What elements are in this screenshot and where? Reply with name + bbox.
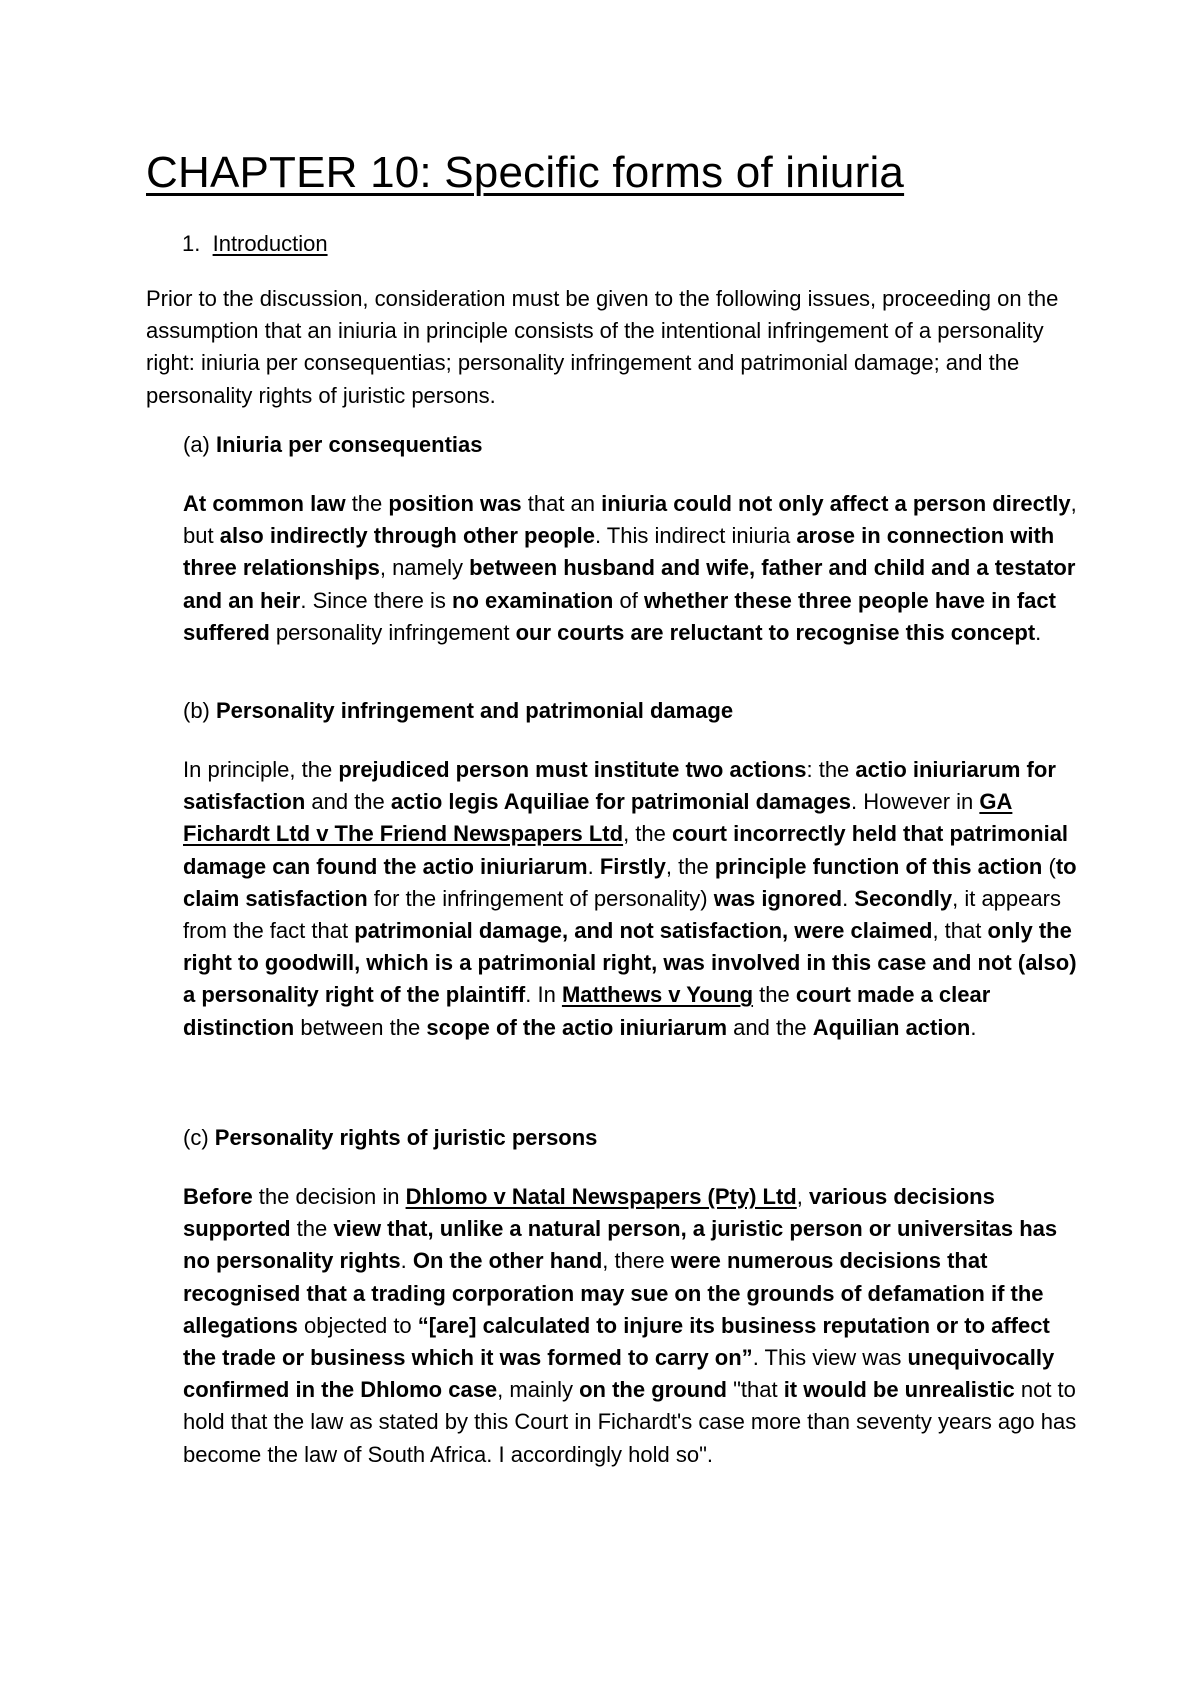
text-run: and the — [305, 789, 391, 815]
text-run: In principle, the — [183, 757, 339, 782]
text-run: principle function of this action — [714, 853, 1043, 879]
text-run: arose in connection with three relationships — [183, 523, 1055, 581]
text-run: Aquilian action — [812, 1014, 971, 1040]
text-run: the — [753, 982, 796, 1008]
text-run: view that, unlike a natural person, a juristic person or universitas has no personality rights — [183, 1216, 1058, 1274]
subheading-b-title: Personality infringement and patrimonial damage — [216, 698, 734, 723]
subheading-c — [183, 1125, 597, 1151]
text-run: also indirectly through other people — [219, 523, 595, 549]
text-run: scope of the actio iniuriarum — [426, 1014, 728, 1040]
text-run: . In — [525, 982, 562, 1008]
subheading-c-marker: (c) — [183, 1125, 215, 1150]
text-run: that an — [521, 491, 602, 516]
text-run: various decisions supported — [183, 1184, 995, 1242]
text-run: it would be unrealistic — [783, 1377, 1015, 1403]
quoted-text: “[are] calculated to injure its business reputation or to affect the trade or business which it was formed to carry on” — [183, 1312, 1050, 1371]
text-run: personality infringement — [269, 619, 516, 645]
text-run: objected to — [297, 1312, 418, 1338]
text-run: actio legis Aquiliae for patrimonial damages — [390, 789, 851, 815]
text-run: , there — [602, 1248, 671, 1274]
text-run: , the — [665, 853, 715, 879]
text-run: for the infringement of personality) — [367, 885, 714, 911]
text-run: "that — [726, 1377, 784, 1403]
text-run: court incorrectly held that patrimonial damage can found the actio iniuriarum — [183, 821, 1069, 879]
case-citation-matthews: Matthews v Young — [561, 982, 754, 1008]
text-run: was ignored — [713, 885, 843, 911]
text-run: iniuria could not only affect a person directly — [601, 491, 1071, 516]
subheading-a — [183, 432, 483, 458]
text-run: , that — [932, 918, 988, 944]
section-label: Introduction — [212, 231, 328, 256]
text-run: Before — [183, 1184, 253, 1209]
text-run: . — [970, 1014, 977, 1040]
case-citation-fichardt: GA Fichardt Ltd v The Friend Newspapers Ltd — [183, 789, 1013, 847]
intro-paragraph: Prior to the discussion, consideration must be given to the following issues, proceeding on the assumption that an iniuria in principle consists of the intentional infringement of a personality right: iniuria per consequentias; personality infringement and patrimonial damage; and the personality rights of juristic persons. — [146, 286, 1059, 408]
text-run: position was — [388, 491, 522, 516]
text-run: between husband and wife, father and child and a testator and an heir — [183, 555, 1076, 613]
text-run: Firstly — [599, 853, 666, 879]
text-run: unequivocally confirmed in the Dhlomo case — [183, 1345, 1055, 1403]
text-run: , namely — [379, 555, 470, 581]
text-run: the decision in — [252, 1184, 406, 1209]
paragraph-b — [183, 754, 1088, 1044]
text-run: , but — [183, 491, 1077, 549]
section-heading — [182, 231, 328, 257]
subheading-a-title: Iniuria per consequentias — [216, 432, 483, 457]
text-run: of — [613, 587, 644, 613]
text-run: , the — [623, 821, 672, 847]
text-run: , — [796, 1184, 809, 1209]
text-run: court made a clear distinction — [183, 982, 991, 1040]
text-run: on the ground — [579, 1377, 727, 1403]
text-run: no examination — [452, 587, 614, 613]
text-run: At common law — [183, 491, 346, 516]
text-run: patrimonial damage, and not satisfaction, were claimed — [354, 918, 933, 944]
text-run: . Since there is — [300, 587, 452, 613]
subheading-b-marker: (b) — [183, 698, 216, 723]
subheading-a-marker: (a) — [183, 432, 216, 457]
text-run: between the — [294, 1014, 427, 1040]
text-run: prejudiced person must institute two actions — [338, 757, 807, 782]
text-run: only the right to goodwill, which is a patrimonial right, was involved in this case and not (also) a personality right of the plaintiff — [183, 918, 1077, 1008]
text-run: our courts are reluctant to recognise this concept — [515, 619, 1036, 645]
text-run: : the — [806, 757, 856, 782]
text-run: . — [587, 853, 600, 879]
subheading-b — [183, 698, 733, 724]
text-run: and the — [727, 1014, 813, 1040]
text-run: . However in — [850, 789, 980, 815]
text-run: On the other hand — [412, 1248, 603, 1274]
text-run: . This indirect iniuria — [594, 523, 797, 549]
text-run: were numerous decisions that recognised that a trading corporation may sue on the grounds of defamation if the allegations — [183, 1248, 1044, 1338]
text-run: ( — [1042, 853, 1056, 879]
text-run: the — [290, 1216, 334, 1242]
text-run: . — [1035, 619, 1042, 645]
text-run: Secondly — [854, 885, 953, 911]
case-citation-dhlomo: Dhlomo v Natal Newspapers (Pty) Ltd — [405, 1184, 797, 1209]
subheading-c-title: Personality rights of juristic persons — [214, 1125, 598, 1150]
section-number: 1. — [182, 231, 201, 256]
paragraph-c — [183, 1181, 1088, 1471]
text-run: the — [345, 491, 389, 516]
text-run: whether these three people have in fact suffered — [183, 587, 1056, 645]
text-run: . — [842, 885, 855, 911]
chapter-title: CHAPTER 10: Specific forms of iniuria — [146, 148, 905, 197]
paragraph-a — [183, 488, 1088, 649]
text-run: not to hold that the law as stated by this Court in Fichardt's case more than seventy years ago has become the law of South Africa. I accordingly hold so". — [183, 1377, 1077, 1467]
text-run: , it appears from the fact that — [183, 885, 1061, 944]
text-run: to claim satisfaction — [183, 853, 1077, 911]
text-run: . This view was — [752, 1345, 908, 1371]
text-run: actio iniuriarum for satisfaction — [183, 757, 1056, 815]
text-run: . — [400, 1248, 413, 1274]
text-run: , mainly — [497, 1377, 580, 1403]
